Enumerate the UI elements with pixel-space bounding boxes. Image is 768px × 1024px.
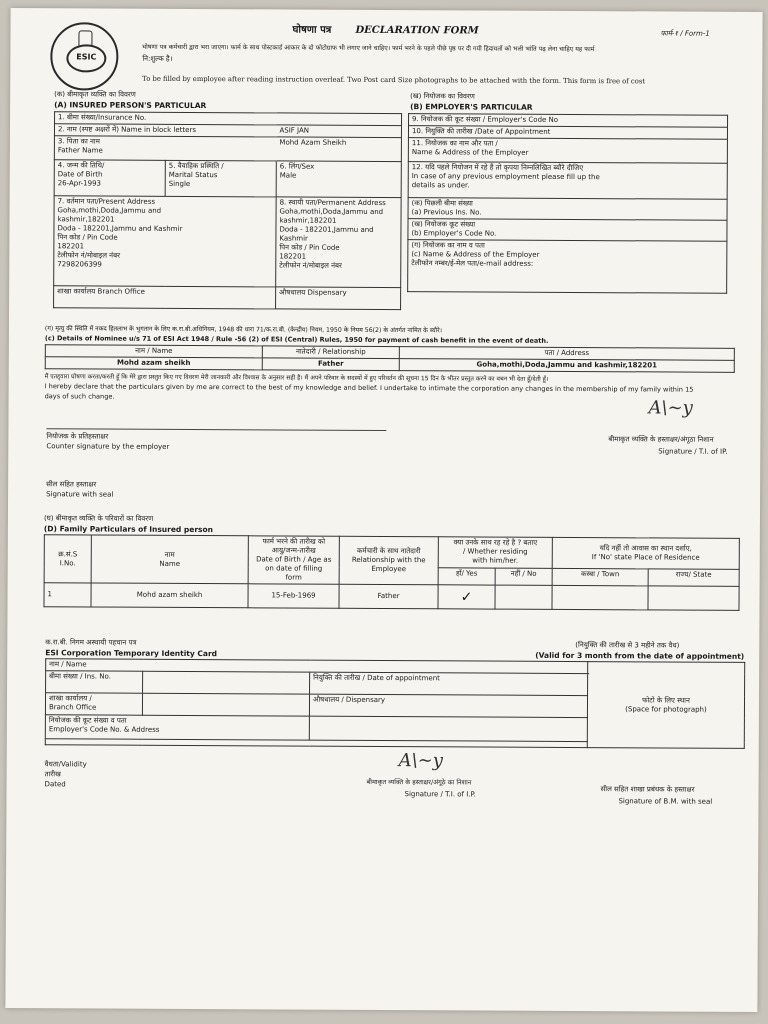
counter-signature-label: Counter signature by the employer xyxy=(46,442,170,451)
family-col-yes: हाँ/ Yes xyxy=(438,568,495,585)
nominee-col-address: पता / Address xyxy=(399,347,734,361)
id-dispensary-label: औषधालय / Dispensary xyxy=(309,694,587,717)
id-ip-signature-label-hindi: बीमाकृत व्यक्ति के हस्ताक्षर/अंगूठे का निशान xyxy=(366,777,472,787)
seal-signature-label: Signature with seal xyxy=(46,490,114,499)
section-a-title-hindi: (क) बीमाकृत व्यक्ति का विवरण xyxy=(54,90,136,99)
instruction-hindi: घोषणा पत्र कर्मचारी द्वारा भरा जाएगा। फार्म के साथ पोस्टकार्ड आकार के दो फोटोग्राफ भी लगाए जाने चाहिए। फार्म भरने के पहले पीछे पृष्ठ पर दी गयी हिदायतों को भली भांति पढ़ लेना चाहिए यह फार्म xyxy=(142,43,595,54)
declaration-hindi: मैं एतद्द्वारा घोषणा करता/करती हूँ कि मेरे द्वारा प्रस्तुत किए गए विवरण मेरी जानकारी और विश्वास के अनुसार सही है। मैं अपने परिवार के सदस्यों में हुए परिवर्तन की सूचना 15 दिन के भीतर प्रस्तुत करने का वचन भी देता हूँ/देती हूँ। xyxy=(44,373,549,383)
family-col-sl: I.No. xyxy=(59,558,76,567)
employer-name-label: Name & Address of the Employer xyxy=(411,148,529,157)
family-row-yes-tick: ✓ xyxy=(438,585,495,609)
previous-employment-label-hindi: 12. यदि पहले नियोजन में रहे हैं तो कृपया निम्नलिखित ब्यौरे दीजिए xyxy=(411,163,584,173)
family-col-dob-3: form xyxy=(285,573,302,582)
employer-code-label: 9. नियोजक की कूट संख्या / Employer's Code No xyxy=(409,114,728,128)
father-value: Mohd Azam Sheikh xyxy=(276,137,401,162)
family-col-name-hindi: नाम xyxy=(164,550,175,559)
dob-label: Date of Birth xyxy=(57,170,103,179)
family-col-dob-2: on date of filling xyxy=(265,564,323,573)
previous-code-label-hindi: (ख) नियोजक कूट संख्या xyxy=(411,220,476,229)
counter-signature-line xyxy=(46,428,386,431)
id-card-table xyxy=(45,658,745,749)
family-row xyxy=(44,583,739,611)
name-label: 2. नाम (स्पष्ट अक्षरों में) Name in block letters xyxy=(54,124,276,137)
sex-label: 6. लिंग/Sex xyxy=(279,162,315,171)
id-name-label: नाम / Name xyxy=(46,659,588,674)
family-col-residing-2: with him/her. xyxy=(472,556,519,565)
email-label: टेलीफोन नम्बर/ई-मेल पता/e-mail address: xyxy=(411,259,534,268)
declaration-english-2: days of such change. xyxy=(44,392,115,401)
section-d-title: (D) Family Particulars of Insured person xyxy=(43,524,214,535)
title-english: DECLARATION FORM xyxy=(355,24,479,37)
previous-code-label: (b) Employer's Code No. xyxy=(411,229,497,238)
previous-ins-label-hindi: (क) पिछली बीमा संख्या xyxy=(411,199,473,208)
dispensary-label: औषधालय Dispensary xyxy=(276,287,401,310)
name-value: ASIF JAN xyxy=(276,125,401,138)
present-pin: 182201 xyxy=(57,242,85,251)
family-col-name: Name xyxy=(159,559,181,568)
nominee-table xyxy=(45,344,735,373)
id-appointment-label: नियुक्ति की तारीख / Date of appointment xyxy=(310,672,588,695)
previous-ins-label: (a) Previous Ins. No. xyxy=(411,208,482,217)
family-col-town: कस्बा / Town xyxy=(552,569,648,586)
id-card-title: ESI Corporation Temporary Identity Card xyxy=(45,648,218,659)
id-employer-code-label: Employer's Code No. & Address xyxy=(48,725,160,734)
family-col-rel-hindi: कर्मचारी के साथ नातेदारी xyxy=(357,546,421,556)
id-branch-label: Branch Office xyxy=(48,703,97,712)
previous-employer-label-hindi: (ग) नियोजक का नाम व पता xyxy=(411,241,485,250)
id-ip-signature-label: Signature / T.I. of I.P. xyxy=(404,790,476,799)
dob-label-hindi: 4. जन्म की तिथि/ xyxy=(57,161,105,170)
bm-signature-label: Signature of B.M. with seal xyxy=(618,797,713,806)
id-ip-signature: A\~y xyxy=(398,750,444,772)
employer-table xyxy=(407,113,728,294)
permanent-pin-label: पिन कोड / Pin Code xyxy=(279,243,340,252)
present-address-line1: Goha,mothi,Doda,Jammu and xyxy=(57,206,162,215)
family-table xyxy=(43,534,739,611)
family-col-rel: Relationship with the xyxy=(351,555,426,565)
nominee-address: Goha,mothi,Doda,Jammu and kashmir,182201 xyxy=(399,359,734,373)
phone-label: टेलीफोन नं/मोबाइल नंबर xyxy=(57,251,120,260)
sex-value: Male xyxy=(279,171,297,180)
counter-signature-label-hindi: नियोजक के प्रतिहस्ताक्षर xyxy=(46,432,109,441)
branch-office-label: शाखा कार्यालय Branch Office xyxy=(54,286,276,309)
previous-employment-label-2: details as under. xyxy=(411,181,470,190)
photo-space-label: (Space for photograph) xyxy=(625,704,707,714)
father-label-hindi: 3. पिता का नाम xyxy=(57,137,100,146)
family-col-sl-hindi: क्र.सं.S xyxy=(58,549,78,558)
form-number: फार्म-१ / Form-1 xyxy=(660,29,710,38)
title-hindi: घोषणा पत्र xyxy=(292,24,332,36)
present-address-line3: Doda - 182201,Jammu and Kashmir xyxy=(57,224,183,233)
permanent-pin: 182201 xyxy=(279,252,307,261)
family-col-state: राज्य/ State xyxy=(648,569,739,586)
family-col-residing-hindi: क्या उनके साथ रह रहे है ? बताए xyxy=(453,538,538,547)
section-d-title-hindi: (घ) बीमाकृत व्यक्ति के परिवारों का विवरण xyxy=(43,514,154,523)
esic-logo: ESIC xyxy=(50,22,118,90)
nominee-col-name: नाम / Name xyxy=(45,345,262,358)
id-branch-label-hindi: शाखा कार्यालय / xyxy=(48,694,92,703)
ip-signature-label-hindi: बीमाकृत व्यक्ति के हस्ताक्षर/अंगूठा निशान xyxy=(608,435,714,444)
family-col-dob-hindi: फार्म भरने की तारीख को xyxy=(262,537,326,546)
nominee-row xyxy=(45,357,734,373)
family-col-no: नहीं / No xyxy=(495,568,552,585)
id-card-validity-hindi: (नियुक्ति की तारीख से 3 महीने तक वैध) xyxy=(575,641,680,650)
permanent-address-line3: Doda - 182201,Jammu and Kashmir xyxy=(279,225,374,243)
ins-no-label: 1. बीमा संख्या/Insurance No. xyxy=(55,112,402,126)
family-col-residing: / Whether residing xyxy=(462,547,528,556)
declaration-english: I hereby declare that the particulars given by me are correct to the best of my knowledge and belief. I undertake to intimate the corporation any changes in the membership of my family within 15 xyxy=(44,382,694,394)
present-address-label: 7. वर्तमान पता/Present Address xyxy=(57,197,156,206)
validity-label: वैधता/Validity xyxy=(44,760,87,769)
declaration-form-page xyxy=(5,8,762,1012)
marital-label-hindi: 5. वैवाहिक प्रस्थिति / xyxy=(168,161,224,171)
family-row-name: Mohd azam sheikh xyxy=(91,583,248,608)
section-a-title: (A) INSURED PERSON'S PARTICULAR xyxy=(54,100,207,111)
previous-employer-label: (c) Name & Address of the Employer xyxy=(411,250,540,259)
present-pin-label: पिन कोड / Pin Code xyxy=(57,233,118,242)
bm-signature-label-hindi: सील सहित शाखा प्रबंधक के हस्ताक्षर xyxy=(600,785,695,794)
instruction-hindi-2: नि:शुल्क है। xyxy=(142,54,173,63)
appointment-date-label: 10. नियुक्ति की तारीख /Date of Appointment xyxy=(408,126,727,140)
nominee-col-relationship: नातेदारी / Relationship xyxy=(262,346,399,359)
family-col-dob-hindi-2: आयु/जन्म-तारीख xyxy=(271,546,316,555)
father-label: Father Name xyxy=(57,146,103,155)
marital-value: Single xyxy=(168,179,191,188)
permanent-address-line2: kashmir,182201 xyxy=(279,216,337,225)
insured-person-table xyxy=(53,111,402,310)
family-row-relationship: Father xyxy=(339,584,438,609)
employer-name-label-hindi: 11. नियोजक का नाम और पता / xyxy=(411,139,498,148)
phone-value: 7298206399 xyxy=(57,260,102,269)
id-employer-code-label-hindi: नियोजक की कूट संख्या व पता xyxy=(48,716,127,725)
section-c-title: (c) Details of Nominee u/s 71 of ESI Act 1948 / Rule -56 (2) of ESI (Central) Rules, 1950 for payment of cash benefit in the event of death. xyxy=(44,334,549,345)
id-card-title-hindi: क.रा.बी. निगम अस्थायी पहचान पत्र xyxy=(45,638,137,647)
permanent-phone-label: टेलीफोन नं/मोबाइल नंबर xyxy=(279,261,342,270)
family-col-place: If 'No' state Place of Residence xyxy=(591,553,700,562)
ip-signature: A\~y xyxy=(648,397,693,419)
dated-label: Dated xyxy=(44,780,66,789)
instruction-english: To be filled by employee after reading instruction overleaf. Two Post card Size photographs to be attached with the form. This form is free of cost xyxy=(142,74,646,86)
marital-label: Marital Status xyxy=(168,170,218,180)
permanent-address-label: 8. स्थायी पता/Permanent Address xyxy=(279,198,386,208)
photo-space-label-hindi: फोटो के लिए स्थान xyxy=(642,695,690,705)
nominee-relationship: Father xyxy=(262,358,399,371)
section-c-title-hindi: (ग) मृत्यु की स्थिति में नकद हितलाभ के भुगतान के लिए क.रा.बी.अधिनियम, 1948 की धारा 71/क.रा.बी. (केन्द्रीय) नियम, 1950 के नियम 56(2) के अंतर्गत नामित के ब्यौरे। xyxy=(44,325,443,335)
family-col-place-hindi: यदि नहीं तो आवास का स्थान दर्शाए, xyxy=(599,544,692,553)
id-card-validity: (Valid for 3 month from the date of appointment) xyxy=(535,650,745,661)
family-row-dob: 15-Feb-1969 xyxy=(248,584,339,608)
family-col-rel-2: Employee xyxy=(371,564,407,574)
ip-signature-label: Signature / T.I. of IP. xyxy=(658,447,728,456)
seal-signature-label-hindi: सील सहित हस्ताक्षर xyxy=(46,480,97,489)
nominee-name: Mohd azam sheikh xyxy=(45,357,262,370)
present-address-line2: kashmir,182201 xyxy=(57,215,115,224)
section-b-title-hindi: (ख) नियोजक का विवरण xyxy=(410,92,475,101)
family-row-sl: 1 xyxy=(44,583,91,607)
previous-employment-label: In case of any previous employment please fill up the xyxy=(411,172,600,182)
dated-label-hindi: तारीख xyxy=(44,770,61,779)
dob-value: 26-Apr-1993 xyxy=(57,179,102,188)
permanent-address-line1: Goha,mothi,Doda,Jammu and xyxy=(279,207,384,216)
id-ins-label: बीमा संख्या / Ins. No. xyxy=(46,671,143,694)
section-b-title: (B) EMPLOYER'S PARTICULAR xyxy=(410,102,533,112)
family-col-dob: Date of Birth / Age as xyxy=(256,555,332,564)
